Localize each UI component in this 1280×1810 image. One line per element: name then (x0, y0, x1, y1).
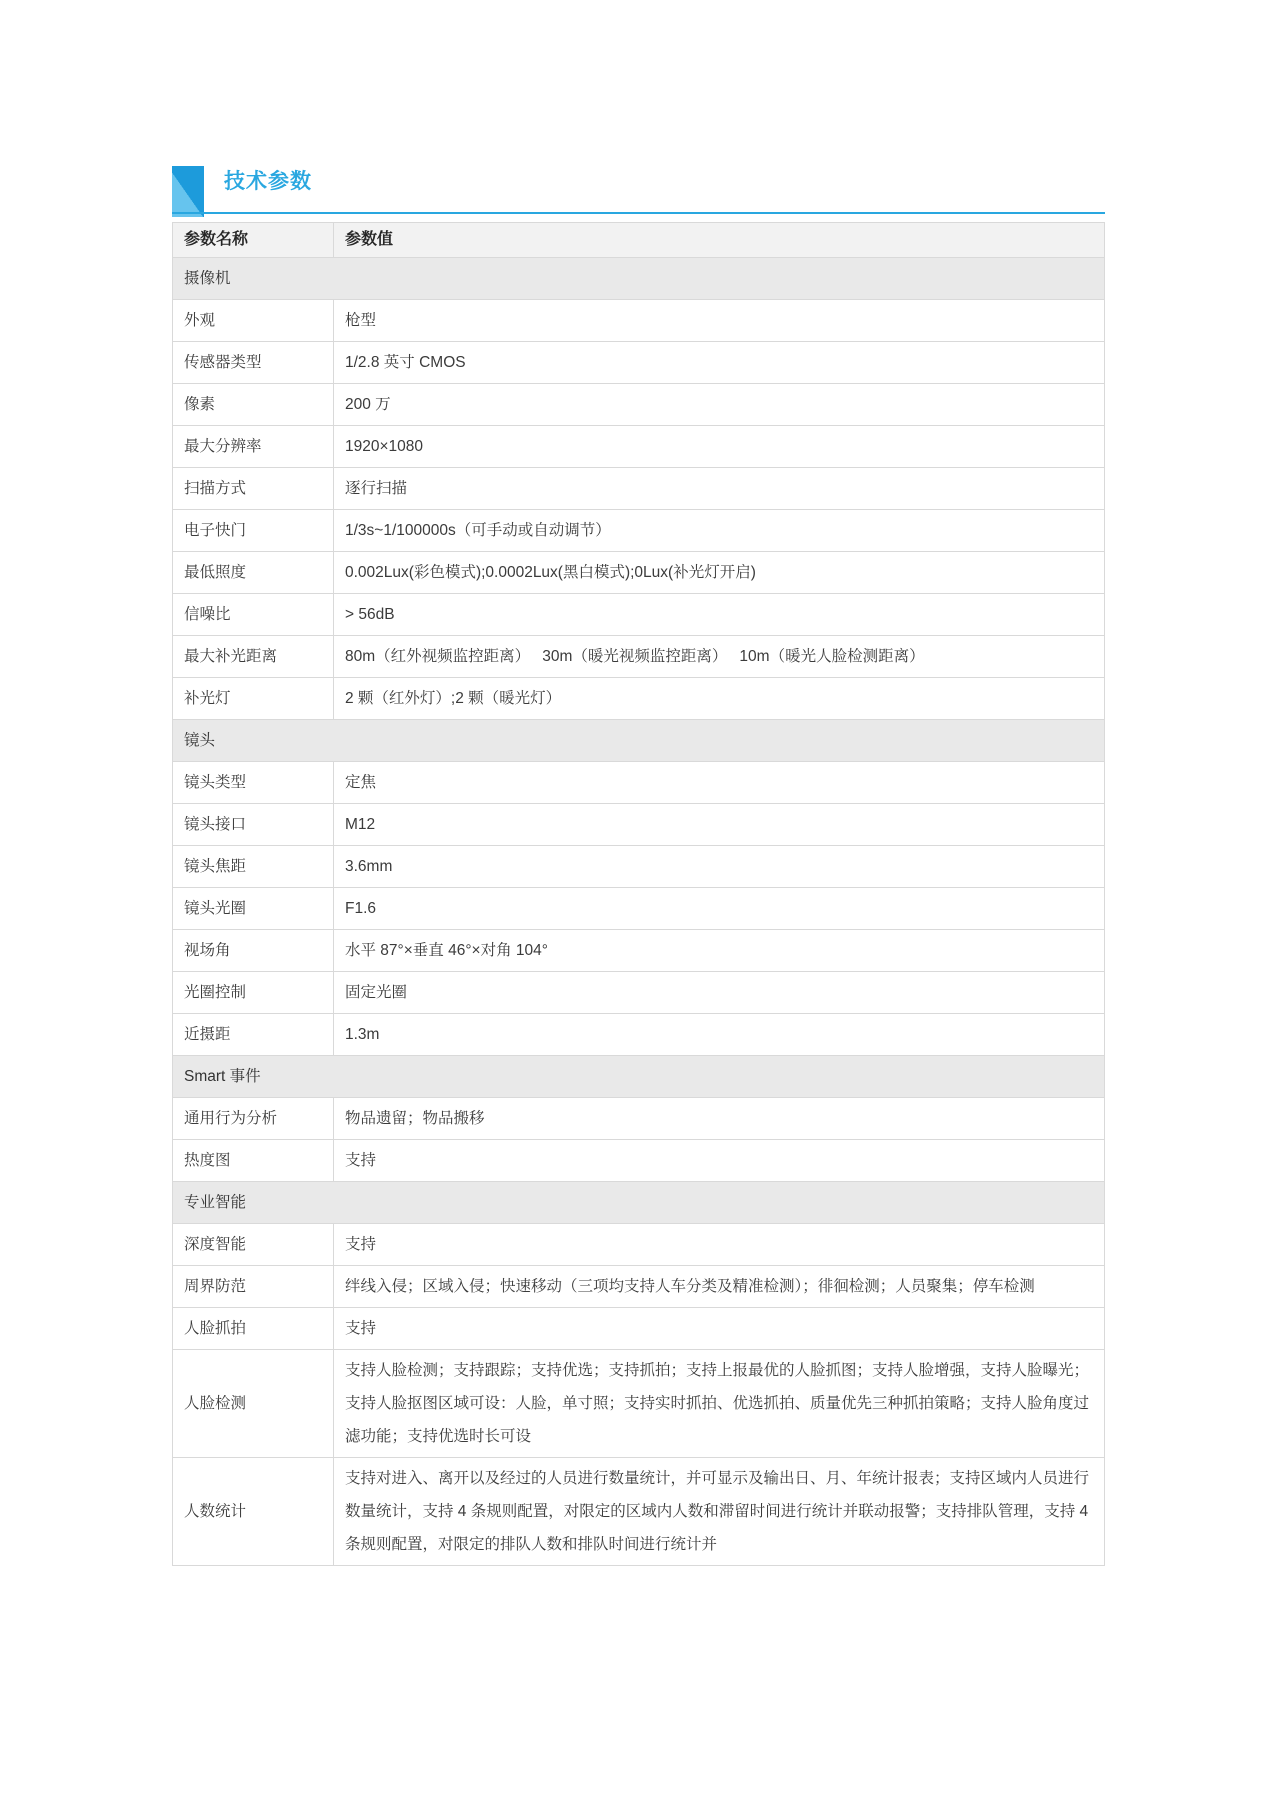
table-row (173, 1140, 1105, 1182)
param-name-cell: 近摄距 (173, 1014, 334, 1056)
param-value-cell: 固定光圈 (334, 972, 1105, 1014)
section-row (173, 1182, 1105, 1224)
param-name-cell: 传感器类型 (173, 342, 334, 384)
param-value-cell: 支持人脸检测；支持跟踪；支持优选；支持抓拍；支持上报最优的人脸抓图；支持人脸增强，支持人脸曝光；支持人脸抠图区域可设：人脸，单寸照；支持实时抓拍、优选抓拍、质量优先三种抓拍策略；支持人脸角度过滤功能；支持优选时长可设 (334, 1350, 1105, 1458)
table-row (173, 636, 1105, 678)
param-value-cell: 绊线入侵；区域入侵；快速移动（三项均支持人车分类及精准检测）；徘徊检测；人员聚集；停车检测 (334, 1266, 1105, 1308)
param-value-cell: 1/3s~1/100000s（可手动或自动调节） (334, 510, 1105, 552)
section-row (173, 720, 1105, 762)
param-value-cell: 2 颗（红外灯）;2 颗（暖光灯） (334, 678, 1105, 720)
table-row (173, 594, 1105, 636)
param-name-cell: 最大补光距离 (173, 636, 334, 678)
param-value-cell: 支持 (334, 1140, 1105, 1182)
section-row (173, 258, 1105, 300)
col-header-param-name: 参数名称 (173, 223, 334, 258)
param-name-cell: 像素 (173, 384, 334, 426)
table-row (173, 1350, 1105, 1458)
blue-bookmark-icon (172, 166, 204, 217)
table-row (173, 888, 1105, 930)
param-name-cell: 视场角 (173, 930, 334, 972)
param-value-cell: F1.6 (334, 888, 1105, 930)
param-value-cell: 支持 (334, 1224, 1105, 1266)
param-name-cell: 电子快门 (173, 510, 334, 552)
param-name-cell: 周界防范 (173, 1266, 334, 1308)
param-name-cell: 镜头焦距 (173, 846, 334, 888)
page-title: 技术参数 (224, 170, 312, 193)
param-value-cell: 支持 (334, 1308, 1105, 1350)
table-row (173, 468, 1105, 510)
param-value-cell: 3.6mm (334, 846, 1105, 888)
table-row (173, 846, 1105, 888)
param-name-cell: 人脸检测 (173, 1350, 334, 1458)
table-row (173, 1458, 1105, 1566)
param-name-cell: 最低照度 (173, 552, 334, 594)
param-name-cell: 镜头光圈 (173, 888, 334, 930)
table-row (173, 510, 1105, 552)
param-value-cell: M12 (334, 804, 1105, 846)
table-row (173, 1224, 1105, 1266)
table-row (173, 426, 1105, 468)
section-label: 专业智能 (173, 1182, 1105, 1224)
table-row (173, 384, 1105, 426)
table-row (173, 1266, 1105, 1308)
param-name-cell: 最大分辨率 (173, 426, 334, 468)
section-label: Smart 事件 (173, 1056, 1105, 1098)
table-row (173, 552, 1105, 594)
param-value-cell: 0.002Lux(彩色模式);0.0002Lux(黑白模式);0Lux(补光灯开启) (334, 552, 1105, 594)
param-value-cell: 逐行扫描 (334, 468, 1105, 510)
param-value-cell: 1.3m (334, 1014, 1105, 1056)
param-value-cell: 枪型 (334, 300, 1105, 342)
param-value-cell: 支持对进入、离开以及经过的人员进行数量统计，并可显示及输出日、月、年统计报表；支持区域内人员进行数量统计，支持 4 条规则配置，对限定的区域内人数和滞留时间进行统计并联动报警；支持排队管理，支持 4 条规则配置，对限定的排队人数和排队时间进行统计并 (334, 1458, 1105, 1566)
param-value-cell: 水平 87°×垂直 46°×对角 104° (334, 930, 1105, 972)
param-name-cell: 通用行为分析 (173, 1098, 334, 1140)
param-name-cell: 镜头接口 (173, 804, 334, 846)
param-value-cell: 1/2.8 英寸 CMOS (334, 342, 1105, 384)
section-label: 摄像机 (173, 258, 1105, 300)
param-value-cell: 物品遗留；物品搬移 (334, 1098, 1105, 1140)
spec-table (172, 222, 1105, 1566)
section-row (173, 1056, 1105, 1098)
param-name-cell: 人脸抓拍 (173, 1308, 334, 1350)
table-row (173, 300, 1105, 342)
table-row (173, 678, 1105, 720)
param-value-cell: 1920×1080 (334, 426, 1105, 468)
param-name-cell: 光圈控制 (173, 972, 334, 1014)
table-row (173, 930, 1105, 972)
param-value-cell: 定焦 (334, 762, 1105, 804)
param-name-cell: 镜头类型 (173, 762, 334, 804)
table-header-row (173, 223, 1105, 258)
param-name-cell: 补光灯 (173, 678, 334, 720)
section-label: 镜头 (173, 720, 1105, 762)
param-value-cell: 80m（红外视频监控距离） 30m（暖光视频监控距离） 10m（暖光人脸检测距离） (334, 636, 1105, 678)
param-name-cell: 扫描方式 (173, 468, 334, 510)
table-row (173, 1014, 1105, 1056)
table-row (173, 342, 1105, 384)
param-name-cell: 信噪比 (173, 594, 334, 636)
param-name-cell: 热度图 (173, 1140, 334, 1182)
table-row (173, 804, 1105, 846)
param-value-cell: 200 万 (334, 384, 1105, 426)
header-underline (172, 212, 1105, 214)
param-name-cell: 外观 (173, 300, 334, 342)
param-name-cell: 人数统计 (173, 1458, 334, 1566)
param-value-cell: > 56dB (334, 594, 1105, 636)
col-header-param-value: 参数值 (334, 223, 1105, 258)
table-row (173, 1308, 1105, 1350)
table-row (173, 1098, 1105, 1140)
table-row (173, 762, 1105, 804)
table-row (173, 972, 1105, 1014)
doc-section-header (172, 160, 1105, 214)
param-name-cell: 深度智能 (173, 1224, 334, 1266)
